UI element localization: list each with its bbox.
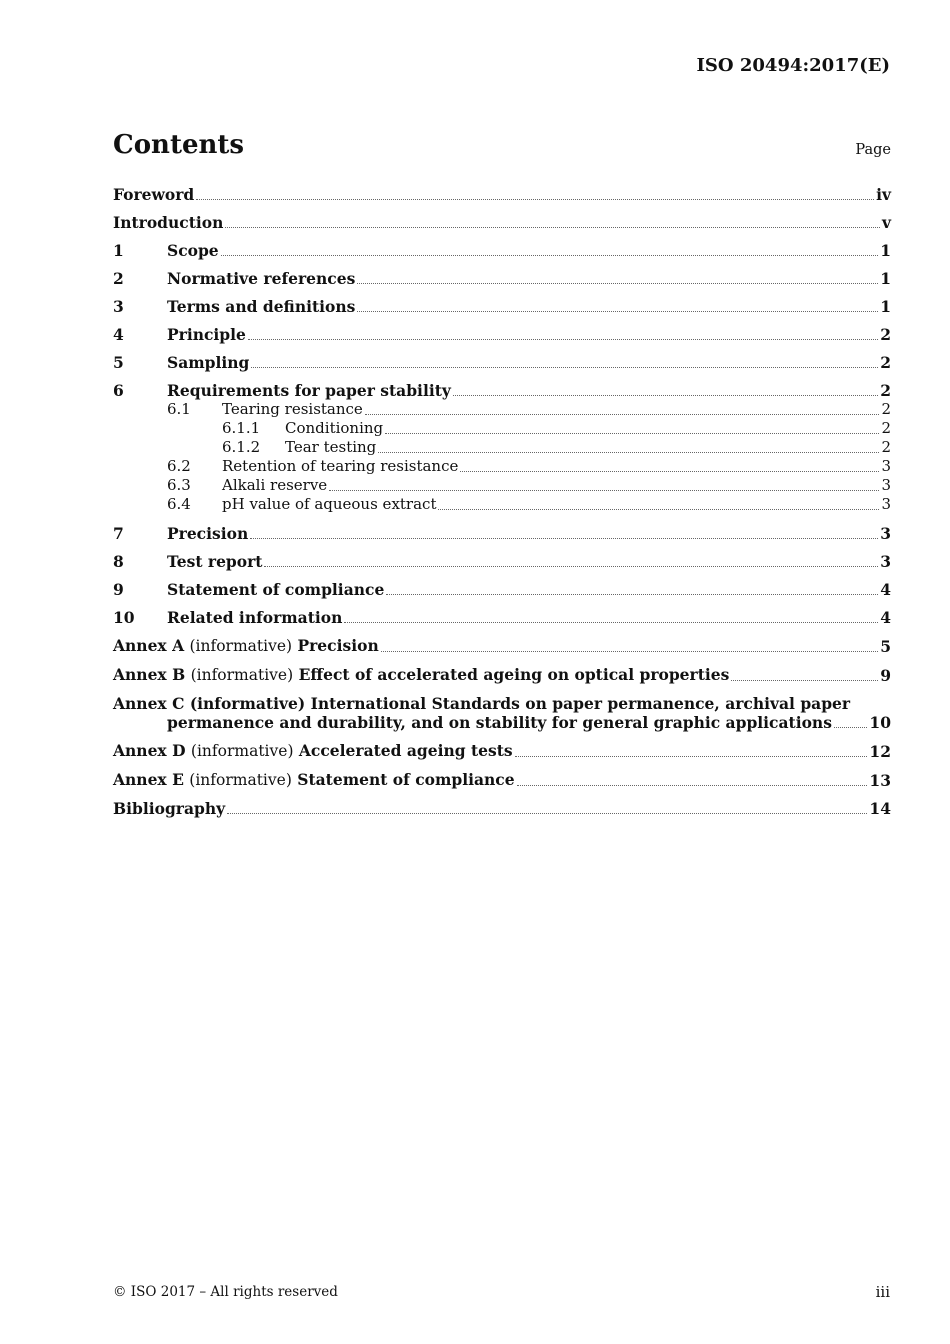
toc-entry-page: 3 [880,552,891,571]
toc-entry-page: 2 [881,438,891,456]
toc-entry-title [113,741,513,761]
annex-type: (informative) [190,666,294,684]
toc-entry-page: 10 [869,713,891,732]
toc-entry-title: Foreword [113,185,195,204]
dot-leader [460,470,879,472]
toc-entry-page: 1 [880,269,891,288]
toc-entry-annex-a[interactable] [113,636,891,656]
annex-type: (informative) [189,637,293,655]
annex-title-line-1 [113,694,869,713]
toc-entry-title: Statement of compliance [167,580,385,599]
toc-entry-title [113,636,379,656]
annex-title: Accelerated ageing tests [298,741,513,760]
annex-title: Effect of accelerated ageing on optical properties [298,665,730,684]
dot-leader [386,593,878,595]
annex-title: International Standards on paper permanence, archival paper [310,694,851,713]
document-id: ISO 20494:2017(E) [696,55,890,76]
toc-entry-scope[interactable] [113,241,891,260]
toc-entry-title: Sampling [167,353,250,372]
annex-label: Annex B [113,665,186,684]
toc-entry-title: Principle [167,325,246,344]
annex-type: (informative) [189,771,292,789]
toc-entry-title: Test report [167,552,263,571]
toc-entry-page: 12 [869,742,891,761]
toc-entry-requirements[interactable] [113,381,891,400]
toc-entry-page: v [881,213,891,232]
dot-leader [378,451,879,453]
toc-entry-title: Conditioning [285,419,384,437]
dot-leader [225,226,880,228]
dot-leader [250,537,878,539]
toc-entry-title: Tear testing [285,438,377,456]
annex-type: (informative) [189,694,306,713]
dot-leader [834,726,868,728]
toc-entry-number: 8 [113,552,124,571]
annex-title: Statement of compliance [297,770,515,789]
annex-title-line-2 [113,713,869,732]
toc-entry-number: 1 [113,241,124,260]
toc-entry-principle[interactable] [113,325,891,344]
toc-entry-title: Requirements for paper stability [167,381,451,400]
toc-entry-bibliography[interactable] [113,799,891,818]
toc-entry-page: 1 [880,297,891,316]
page-column-label: Page [855,142,891,158]
toc-entry-normative-references[interactable] [113,269,891,288]
toc-entry-number: 6.1 [167,400,191,418]
dot-leader [438,508,879,510]
dot-leader [365,413,880,415]
table-of-contents [113,185,891,818]
toc-entry-ph-value[interactable] [113,495,891,514]
toc-entry-page: 2 [881,400,891,418]
toc-entry-precision[interactable] [113,524,891,543]
dot-leader [227,812,867,814]
toc-entry-statement-of-compliance[interactable] [113,580,891,599]
toc-entry-title: Scope [167,241,219,260]
toc-entry-title: Tearing resistance [222,400,363,418]
dot-leader [264,565,878,567]
toc-entry-title [113,694,869,732]
toc-entry-title: Related information [167,608,343,627]
toc-entry-number: 6.1.2 [222,438,261,456]
toc-entry-tear-testing[interactable] [113,438,891,457]
toc-entry-number: 6 [113,381,124,400]
dot-leader [344,621,878,623]
toc-entry-annex-b[interactable] [113,665,891,685]
toc-entry-number: 9 [113,580,124,599]
toc-entry-title [113,770,515,790]
annex-label: Annex C [113,694,185,713]
toc-entry-title: Precision [167,524,249,543]
dot-leader [248,338,878,340]
toc-entry-page: 1 [880,241,891,260]
toc-entry-page: 2 [880,325,891,344]
dot-leader [385,432,879,434]
dot-leader [381,650,878,652]
toc-entry-terms-and-definitions[interactable] [113,297,891,316]
toc-entry-number: 6.1.1 [222,419,261,437]
toc-entry-page: 3 [881,476,891,494]
toc-entry-page: 13 [869,771,891,790]
footer-page-number: iii [875,1283,890,1301]
annex-type: (informative) [190,742,294,760]
toc-entry-title [113,665,729,685]
toc-entry-number: 6.3 [167,476,191,494]
dot-leader [515,755,868,757]
toc-entry-number: 6.2 [167,457,191,475]
toc-entry-page: 4 [880,580,891,599]
toc-entry-page: 9 [880,666,891,685]
toc-entry-page: iv [876,185,891,204]
toc-entry-sampling[interactable] [113,353,891,372]
toc-entry-page: 4 [880,608,891,627]
toc-entry-title: Introduction [113,213,224,232]
annex-title: Precision [297,636,379,655]
toc-entry-title: Normative references [167,269,356,288]
toc-entry-page: 3 [881,495,891,513]
toc-entry-foreword[interactable] [113,185,891,204]
toc-entry-page: 2 [881,419,891,437]
toc-entry-tearing-resistance[interactable] [113,400,891,419]
toc-entry-title: Bibliography [113,799,226,818]
dot-leader [196,198,874,200]
toc-entry-annex-d[interactable] [113,741,891,761]
dot-leader [453,394,878,396]
toc-entry-number: 2 [113,269,124,288]
dot-leader [731,679,878,681]
toc-entry-number: 6.4 [167,495,191,513]
toc-entry-title: Retention of tearing resistance [222,457,459,475]
toc-entry-annex-e[interactable] [113,770,891,790]
toc-entry-test-report[interactable] [113,552,891,571]
toc-entry-page: 3 [880,524,891,543]
annex-label: Annex D [113,741,186,760]
dot-leader [221,254,879,256]
toc-entry-number: 7 [113,524,124,543]
dot-leader [357,282,878,284]
toc-entry-retention[interactable] [113,457,891,476]
dot-leader [329,489,879,491]
toc-entry-annex-c[interactable] [113,694,891,732]
toc-entry-number: 5 [113,353,124,372]
toc-entry-related-information[interactable] [113,608,891,627]
toc-entry-title: pH value of aqueous extract [222,495,437,513]
toc-entry-page: 2 [880,353,891,372]
footer-copyright: © ISO 2017 – All rights reserved [113,1284,338,1300]
toc-entry-page: 5 [880,637,891,656]
dot-leader [251,366,878,368]
toc-entry-conditioning[interactable] [113,419,891,438]
toc-entry-page: 14 [869,799,891,818]
dot-leader [357,310,878,312]
annex-label: Annex E [113,770,184,789]
toc-entry-number: 10 [113,608,135,627]
toc-entry-title: Terms and definitions [167,297,356,316]
dot-leader [517,784,868,786]
toc-entry-title: Alkali reserve [222,476,328,494]
toc-entry-number: 3 [113,297,124,316]
toc-entry-number: 4 [113,325,124,344]
annex-label: Annex A [113,636,185,655]
annex-title-continued: permanence and durability, and on stability for general graphic applications [167,713,832,732]
contents-title: Contents [113,130,245,160]
toc-entry-introduction[interactable] [113,213,891,232]
toc-entry-page: 3 [881,457,891,475]
toc-entry-page: 2 [880,381,891,400]
toc-entry-alkali-reserve[interactable] [113,476,891,495]
